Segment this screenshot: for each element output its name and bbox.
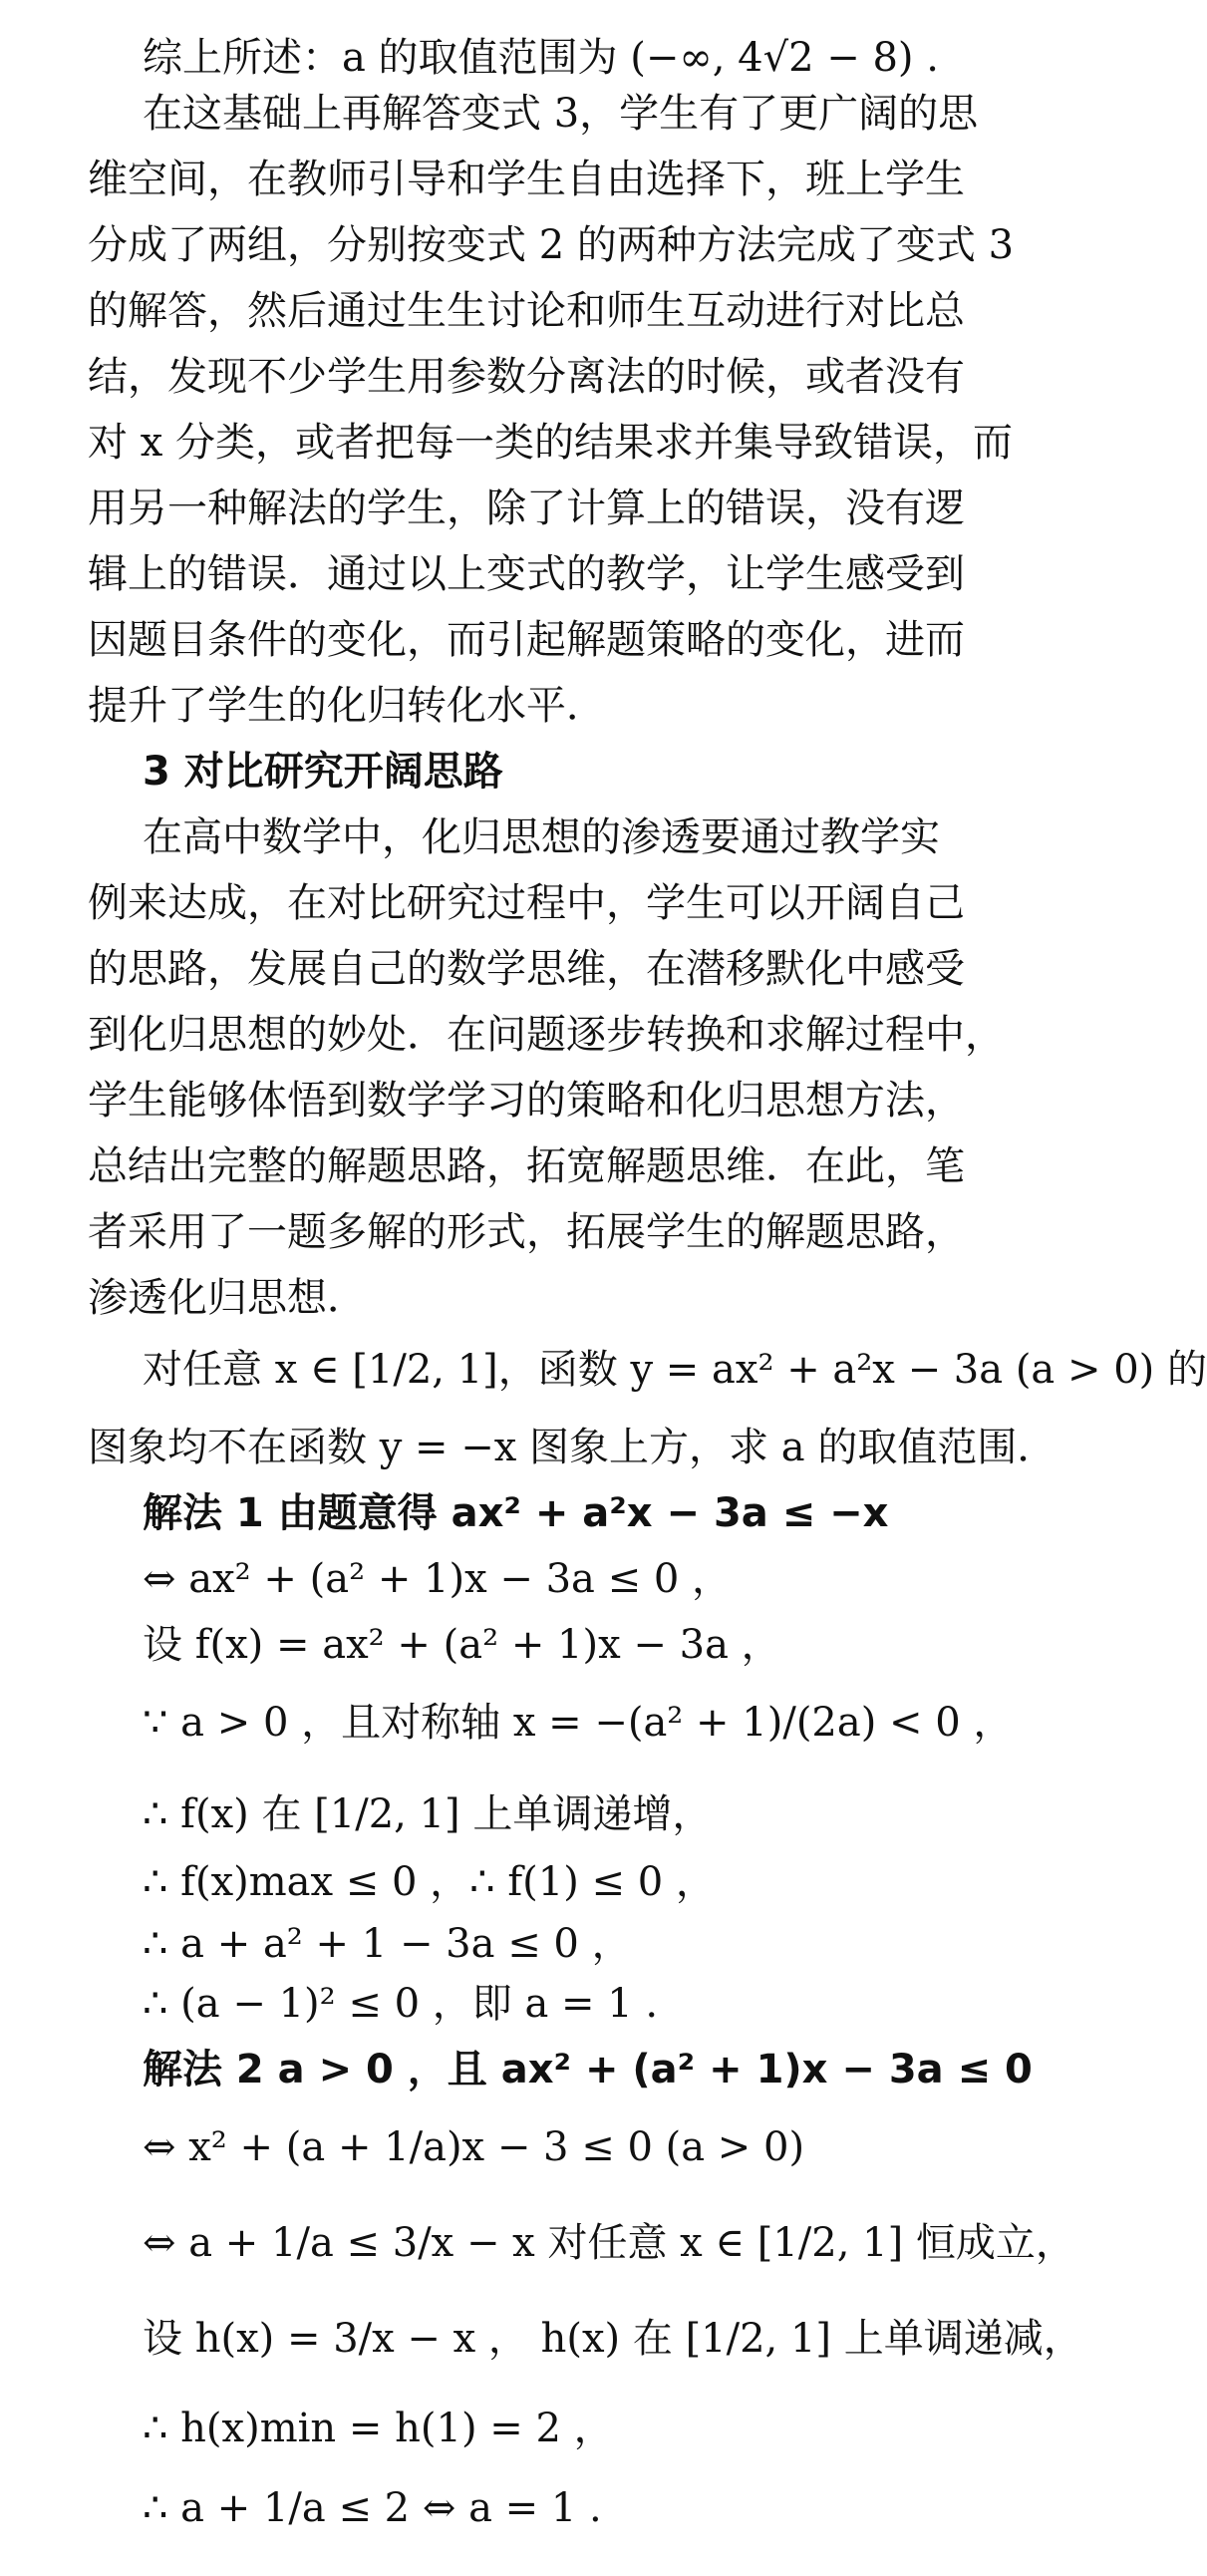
paragraph-line: 对 x 分类，或者把每一类的结果求并集导致错误，而 (88, 420, 1013, 466)
solution-1-heading: 解法 1 由题意得 ax² + a²x − 3a ≤ −x (143, 1490, 889, 1536)
paragraph-line: 的思路，发展自己的数学思维，在潜移默化中感受 (88, 946, 965, 992)
derivation-line: ∴ f(x) 在 [1/2, 1] 上单调递增， (143, 1791, 713, 1837)
derivation-line: ⇔ x² + (a + 1/a)x − 3 ≤ 0 (a > 0) (143, 2124, 805, 2170)
paragraph-line: 总结出完整的解题思路，拓宽解题思维．在此，笔 (88, 1143, 965, 1189)
derivation-line: 设 h(x) = 3/x − x ， h(x) 在 [1/2, 1] 上单调递减， (143, 2316, 1083, 2362)
derivation-line: ⇔ ax² + (a² + 1)x − 3a ≤ 0 ， (143, 1556, 733, 1602)
paragraph-line: 辑上的错误．通过以上变式的教学，让学生感受到 (88, 551, 965, 597)
paragraph-line: 分成了两组，分别按变式 2 的两种方法完成了变式 3 (88, 222, 1015, 268)
paragraph-line: 在这基础上再解答变式 3，学生有了更广阔的思 (143, 91, 979, 137)
paragraph-line: 用另一种解法的学生，除了计算上的错误，没有逻 (88, 485, 965, 531)
paragraph-line: 者采用了一题多解的形式，拓展学生的解题思路， (88, 1209, 965, 1255)
problem-line: 对任意 x ∈ [1/2, 1]，函数 y = ax² + a²x − 3a (a > 0) 的 (143, 1347, 1207, 1393)
paragraph-line: 到化归思想的妙处．在问题逐步转换和求解过程中， (88, 1012, 1005, 1058)
derivation-line: ∴ a + 1/a ≤ 2 ⇔ a = 1 . (143, 2485, 602, 2531)
paragraph-line: 在高中数学中，化归思想的渗透要通过教学实 (143, 814, 940, 860)
derivation-line: ∴ f(x)max ≤ 0 ，∴ f(1) ≤ 0 ， (143, 1859, 716, 1905)
paragraph-line: 结，发现不少学生用参数分离法的时候，或者没有 (88, 354, 965, 400)
derivation-line: ∴ a + a² + 1 − 3a ≤ 0 ， (143, 1921, 632, 1967)
paragraph-line: 学生能够体悟到数学学习的策略和化归思想方法， (88, 1078, 965, 1124)
derivation-line: ⇔ a + 1/a ≤ 3/x − x 对任意 x ∈ [1/2, 1] 恒成立， (143, 2220, 1075, 2266)
derivation-line: ∵ a > 0 ，且对称轴 x = −(a² + 1)/(2a) < 0 ， (143, 1700, 1014, 1746)
paragraph-line: 渗透化归思想． (88, 1275, 367, 1321)
solution-2-heading: 解法 2 a > 0 ，且 ax² + (a² + 1)x − 3a ≤ 0 (143, 2047, 1033, 2093)
problem-line: 图象均不在函数 y = −x 图象上方，求 a 的取值范围． (88, 1425, 1057, 1470)
summary-line: 综上所述：a 的取值范围为 (−∞, 4√2 − 8) . (143, 35, 939, 81)
paragraph-line: 维空间，在教师引导和学生自由选择下，班上学生 (88, 157, 965, 202)
derivation-line: ∴ h(x)min = h(1) = 2 ， (143, 2406, 614, 2451)
paragraph-line: 提升了学生的化归转化水平． (88, 683, 606, 729)
paragraph-line: 因题目条件的变化，而引起解题策略的变化，进而 (88, 617, 965, 663)
derivation-line: ∴ (a − 1)² ≤ 0 ，即 a = 1 . (143, 1981, 659, 2027)
paragraph-line: 的解答，然后通过生生讨论和师生互动进行对比总 (88, 288, 965, 334)
derivation-line: 设 f(x) = ax² + (a² + 1)x − 3a ， (143, 1622, 781, 1668)
paragraph-line: 例来达成，在对比研究过程中，学生可以开阔自己 (88, 880, 965, 926)
section-heading: 3 对比研究开阔思路 (143, 749, 503, 795)
